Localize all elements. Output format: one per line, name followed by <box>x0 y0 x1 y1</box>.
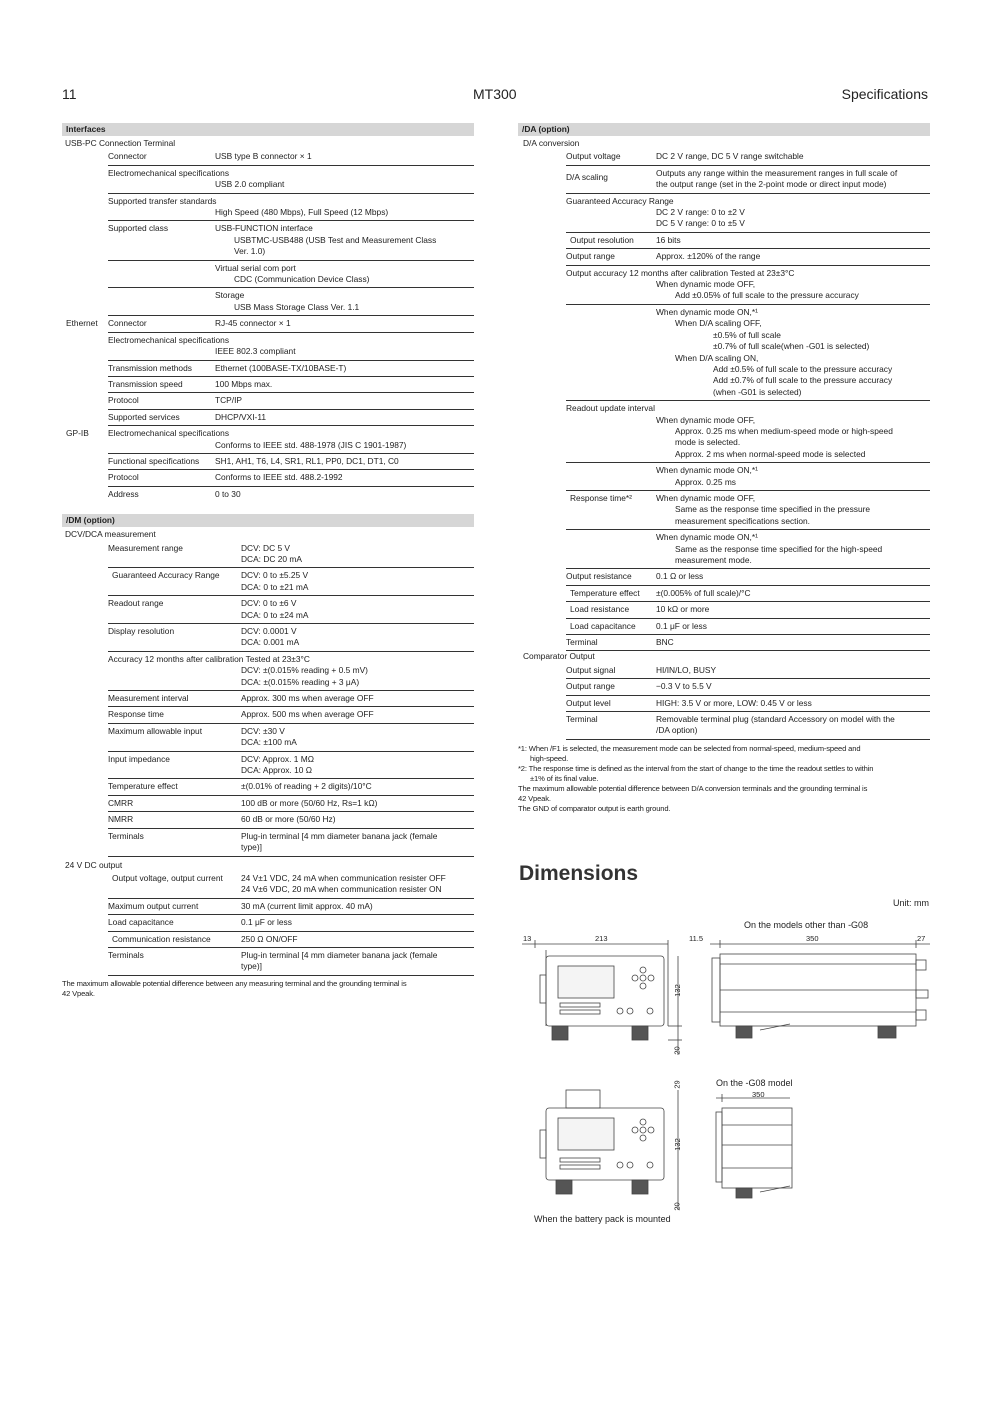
spec-value: DCV: DC 5 V <box>241 542 291 553</box>
spec-value: 100 dB or more (50/60 Hz, Rs=1 kΩ) <box>241 797 378 808</box>
dim-27: 27 <box>917 934 926 943</box>
spec-value: DC 2 V range: 0 to ±2 V <box>656 207 745 218</box>
spec-value: mode is selected. <box>675 437 741 448</box>
spec-value: Conforms to IEEE std. 488.2-1992 <box>215 472 343 483</box>
spec-value: USB 2.0 compliant <box>215 179 285 190</box>
spec-value: RJ-45 connector × 1 <box>215 318 291 329</box>
spec-value: Add ±0.5% of full scale to the pressure accuracy <box>713 363 893 374</box>
spec-label: Terminal <box>566 714 598 725</box>
spec-value: When dynamic mode OFF, <box>656 279 756 290</box>
spec-value: type)] <box>241 961 262 972</box>
spec-label: Output resistance <box>566 571 632 582</box>
note-line: The GND of comparator output is earth ground. <box>518 803 671 813</box>
spec-value: Plug-in terminal [4 mm diameter banana jack (female <box>241 830 438 841</box>
spec-value: When dynamic mode ON,*¹ <box>656 306 758 317</box>
spec-label: D/A scaling <box>566 171 608 182</box>
note-line: The maximum allowable potential difference between any measuring terminal and the grounding terminal is <box>62 978 407 988</box>
spec-value: DCA: DC 20 mA <box>241 553 302 564</box>
spec-label: Guaranteed Accuracy Range <box>112 570 220 581</box>
spec-value: HIGH: 3.5 V or more, LOW: 0.45 V or less <box>656 697 812 708</box>
spec-label: Functional specifications <box>108 455 200 466</box>
spec-value: CDC (Communication Device Class) <box>234 274 370 285</box>
spec-value: Approx. ±120% of the range <box>656 251 761 262</box>
spec-value: measurement mode. <box>675 555 752 565</box>
spec-value: 60 dB or more (50/60 Hz) <box>241 814 336 825</box>
spec-value: Outputs any range within the measurement ranges in full scale of <box>656 167 898 178</box>
spec-label: Output signal <box>566 664 616 675</box>
spec-value: When D/A scaling ON, <box>675 352 759 363</box>
spec-value: Add ±0.05% of full scale to the pressure accuracy <box>675 290 859 301</box>
note-line: The maximum allowable potential difference between D/A conversion terminals and the grounding terminal is <box>518 783 868 793</box>
spec-value: DCV: ±30 V <box>241 725 285 736</box>
caption-battery: When the battery pack is mounted <box>534 1214 671 1224</box>
spec-value: BNC <box>656 637 674 648</box>
spec-value: TCP/IP <box>215 395 242 406</box>
spec-value: −0.3 V to 5.5 V <box>656 681 712 692</box>
dim-213: 213 <box>595 934 608 943</box>
spec-value: When dynamic mode ON,*¹ <box>656 465 758 476</box>
spec-value: 100 Mbps max. <box>215 378 273 389</box>
spec-label: Output resolution <box>570 234 634 245</box>
spec-label: Load capacitance <box>570 620 636 631</box>
spec-label: Output level <box>566 697 611 708</box>
spec-label: Communication resistance <box>112 933 211 944</box>
spec-value: IEEE 802.3 compliant <box>215 346 296 357</box>
spec-value: Approx. 300 ms when average OFF <box>241 693 374 704</box>
spec-value: ±0.7% of full scale(when -G01 is selected) <box>713 341 870 352</box>
spec-label: Readout range <box>108 598 164 609</box>
spec-value: USBTMC-USB488 (USB Test and Measurement Class <box>234 234 437 245</box>
spec-value: USB-FUNCTION interface <box>215 223 313 234</box>
spec-label: Accuracy 12 months after calibration Tested at 23±3°C <box>108 653 310 664</box>
spec-value: Ethernet (100BASE-TX/10BASE-T) <box>215 362 347 373</box>
spec-value: DCA: ±100 mA <box>241 737 297 748</box>
group-label: DCV/DCA measurement <box>65 529 156 540</box>
group-label: GP-IB <box>66 428 89 439</box>
spec-label: Address <box>108 488 139 499</box>
spec-value: 24 V±6 VDC, 20 mA when communication resister ON <box>241 884 442 895</box>
note-line: *2: The response time is defined as the interval from the start of change to the time the readout settles to within <box>518 763 874 773</box>
spec-label: Output voltage, output current <box>112 872 223 883</box>
spec-label: Response time*² <box>570 492 632 503</box>
unit-label: Unit: mm <box>893 898 929 908</box>
group-label: USB-PC Connection Terminal <box>65 138 176 148</box>
spec-label: Protocol <box>108 395 139 406</box>
note-line: high-speed. <box>530 753 569 763</box>
spec-label: Terminal <box>566 637 598 648</box>
spec-value: Same as the response time specified in the pressure <box>675 504 871 515</box>
group-label: Ethernet <box>66 318 98 329</box>
spec-value: 24 V±1 VDC, 24 mA when communication resister OFF <box>241 872 446 883</box>
spec-value: 30 mA (current limit approx. 40 mA) <box>241 900 373 911</box>
section-header: /DM (option) <box>62 514 474 527</box>
dim-20-front: 20 <box>672 1046 682 1055</box>
spec-value: ±(0.005% of full scale)/°C <box>656 587 751 598</box>
note-line: 42 Vpeak. <box>518 793 551 803</box>
note-line: 42 Vpeak. <box>62 988 95 998</box>
dim-29: 29 <box>672 1080 682 1089</box>
spec-label: Supported transfer standards <box>108 195 217 206</box>
caption-top: On the models other than -G08 <box>744 920 869 930</box>
spec-label: Output range <box>566 681 615 692</box>
spec-value: High Speed (480 Mbps), Full Speed (12 Mbps) <box>215 207 389 218</box>
dim-350-side: 350 <box>806 934 819 943</box>
spec-label: Terminals <box>108 830 144 841</box>
spec-value: 250 Ω ON/OFF <box>241 933 298 944</box>
dim-13: 13 <box>523 934 532 943</box>
spec-label: Connector <box>108 318 147 329</box>
spec-value: Conforms to IEEE std. 488-1978 (JIS C 1901-1987) <box>215 439 407 450</box>
spec-value: DCA: Approx. 10 Ω <box>241 765 312 776</box>
spec-value: DCV: 0.0001 V <box>241 626 297 636</box>
spec-value: When D/A scaling OFF, <box>675 318 762 329</box>
spec-value: DC 2 V range, DC 5 V range switchable <box>656 151 804 162</box>
note-line: *1: When /F1 is selected, the measurement mode can be selected from normal-speed, medium-speed and <box>518 743 861 753</box>
spec-value: 0 to 30 <box>215 488 241 499</box>
dim-132-front: 132 <box>672 984 682 997</box>
spec-value: /DA option) <box>656 725 698 736</box>
spec-label: Output voltage <box>566 151 621 162</box>
spec-label: Supported services <box>108 411 180 422</box>
spec-label: Input impedance <box>108 753 170 764</box>
spec-value: HI/IN/LO, BUSY <box>656 664 717 675</box>
spec-label: Load resistance <box>570 604 630 615</box>
dim-350-g08: 350 <box>752 1090 765 1099</box>
group-label: D/A conversion <box>523 138 580 148</box>
spec-value: Approx. 2 ms when normal-speed mode is selected <box>675 448 866 459</box>
dim-11-5: 11.5 <box>689 934 704 943</box>
spec-value: 0.1 μF or less <box>656 620 707 631</box>
spec-value: DCV: 0 to ±6 V <box>241 598 297 609</box>
spec-label: Electromechanical specifications <box>108 428 230 439</box>
spec-value: type)] <box>241 842 262 853</box>
spec-value: SH1, AH1, T6, L4, SR1, RL1, PP0, DC1, DT1, C0 <box>215 455 399 466</box>
spec-value: measurement specifications section. <box>675 515 810 526</box>
spec-value: When dynamic mode OFF, <box>656 492 756 503</box>
spec-value: When dynamic mode ON,*¹ <box>656 532 758 543</box>
spec-value: 0.1 Ω or less <box>656 571 704 582</box>
spec-value: (when -G01 is selected) <box>713 386 802 397</box>
spec-label: Measurement interval <box>108 693 189 704</box>
front-view-drawing <box>522 940 682 1055</box>
spec-value: Same as the response time specified for the high-speed <box>675 543 883 554</box>
spec-value: DC 5 V range: 0 to ±5 V <box>656 218 745 229</box>
spec-value: Approx. 0.25 ms <box>675 476 736 487</box>
spec-label: Display resolution <box>108 626 175 636</box>
spec-value: DCA: ±(0.015% reading + 3 μA) <box>241 676 360 687</box>
spec-label: CMRR <box>108 797 134 808</box>
spec-value: DCV: Approx. 1 MΩ <box>241 753 314 764</box>
spec-value: When dynamic mode OFF, <box>656 414 756 425</box>
spec-label: Transmission speed <box>108 378 183 389</box>
spec-value: DCA: 0.001 mA <box>241 637 300 648</box>
spec-label: Electromechanical specifications <box>108 167 230 178</box>
spec-value: Storage <box>215 290 245 301</box>
spec-value: DHCP/VXI-11 <box>215 411 267 422</box>
spec-label: Readout update interval <box>566 403 655 414</box>
spec-value: the output range (set in the 2-point mode or direct input mode) <box>656 179 887 190</box>
spec-value: USB type B connector × 1 <box>215 151 312 162</box>
spec-label: NMRR <box>108 814 134 825</box>
spec-label: Load capacitance <box>108 917 174 928</box>
note-line: ±1% of its final value. <box>530 773 599 783</box>
spec-value: Plug-in terminal [4 mm diameter banana jack (female <box>241 949 438 960</box>
dimensions-title: Dimensions <box>519 862 639 885</box>
side-view-drawing <box>710 940 930 1038</box>
spec-value: Removable terminal plug (standard Accessory on model with the <box>656 714 895 725</box>
spec-value: DCA: 0 to ±24 mA <box>241 609 309 620</box>
page-number: 11 <box>62 86 77 102</box>
spec-value: Ver. 1.0) <box>234 246 266 257</box>
g08-side-drawing <box>716 1094 792 1198</box>
spec-label: Guaranteed Accuracy Range <box>566 195 674 206</box>
spec-label: Protocol <box>108 472 139 483</box>
spec-label: Electromechanical specifications <box>108 334 230 345</box>
spec-value: USB Mass Storage Class Ver. 1.1 <box>234 301 360 312</box>
spec-label: Temperature effect <box>570 587 640 598</box>
spec-value: DCV: 0 to ±5.25 V <box>241 570 309 581</box>
spec-value: DCA: 0 to ±21 mA <box>241 581 309 592</box>
spec-label: Supported class <box>108 223 169 234</box>
spec-value: Add ±0.7% of full scale to the pressure accuracy <box>713 375 893 386</box>
spec-value: Approx. 500 ms when average OFF <box>241 709 374 720</box>
spec-label: Maximum allowable input <box>108 725 203 736</box>
spec-label: Output accuracy 12 months after calibration Tested at 23±3°C <box>566 267 795 278</box>
spec-label: Connector <box>108 151 147 162</box>
spec-value: 16 bits <box>656 234 681 245</box>
section-name: Specifications <box>841 86 928 102</box>
spec-label: Terminals <box>108 949 144 960</box>
group-label: Comparator Output <box>523 651 595 662</box>
spec-label: Output range <box>566 251 615 262</box>
spec-value: Virtual serial com port <box>215 262 296 273</box>
spec-value: ±0.5% of full scale <box>713 329 781 340</box>
dim-20-battery: 20 <box>672 1202 682 1211</box>
spec-value: 0.1 μF or less <box>241 917 292 928</box>
group-label: 24 V DC output <box>65 859 123 870</box>
battery-front-drawing <box>540 1090 678 1210</box>
spec-value: DCV: ±(0.015% reading + 0.5 mV) <box>241 665 368 676</box>
spec-label: Measurement range <box>108 542 183 553</box>
spec-label: Transmission methods <box>108 362 192 373</box>
spec-label: Maximum output current <box>108 900 199 911</box>
caption-g08: On the -G08 model <box>716 1078 793 1088</box>
spec-label: Temperature effect <box>108 781 178 792</box>
dim-132-battery: 132 <box>672 1138 682 1151</box>
spec-value: 10 kΩ or more <box>656 604 710 615</box>
spec-value: Approx. 0.25 ms when medium-speed mode or high-speed <box>675 425 893 436</box>
section-header: Interfaces <box>62 123 474 136</box>
section-header: /DA (option) <box>518 123 930 136</box>
spec-label: Response time <box>108 709 164 720</box>
product-name: MT300 <box>473 86 517 102</box>
spec-value: ±(0.01% of reading + 2 digits)/10°C <box>241 781 372 792</box>
